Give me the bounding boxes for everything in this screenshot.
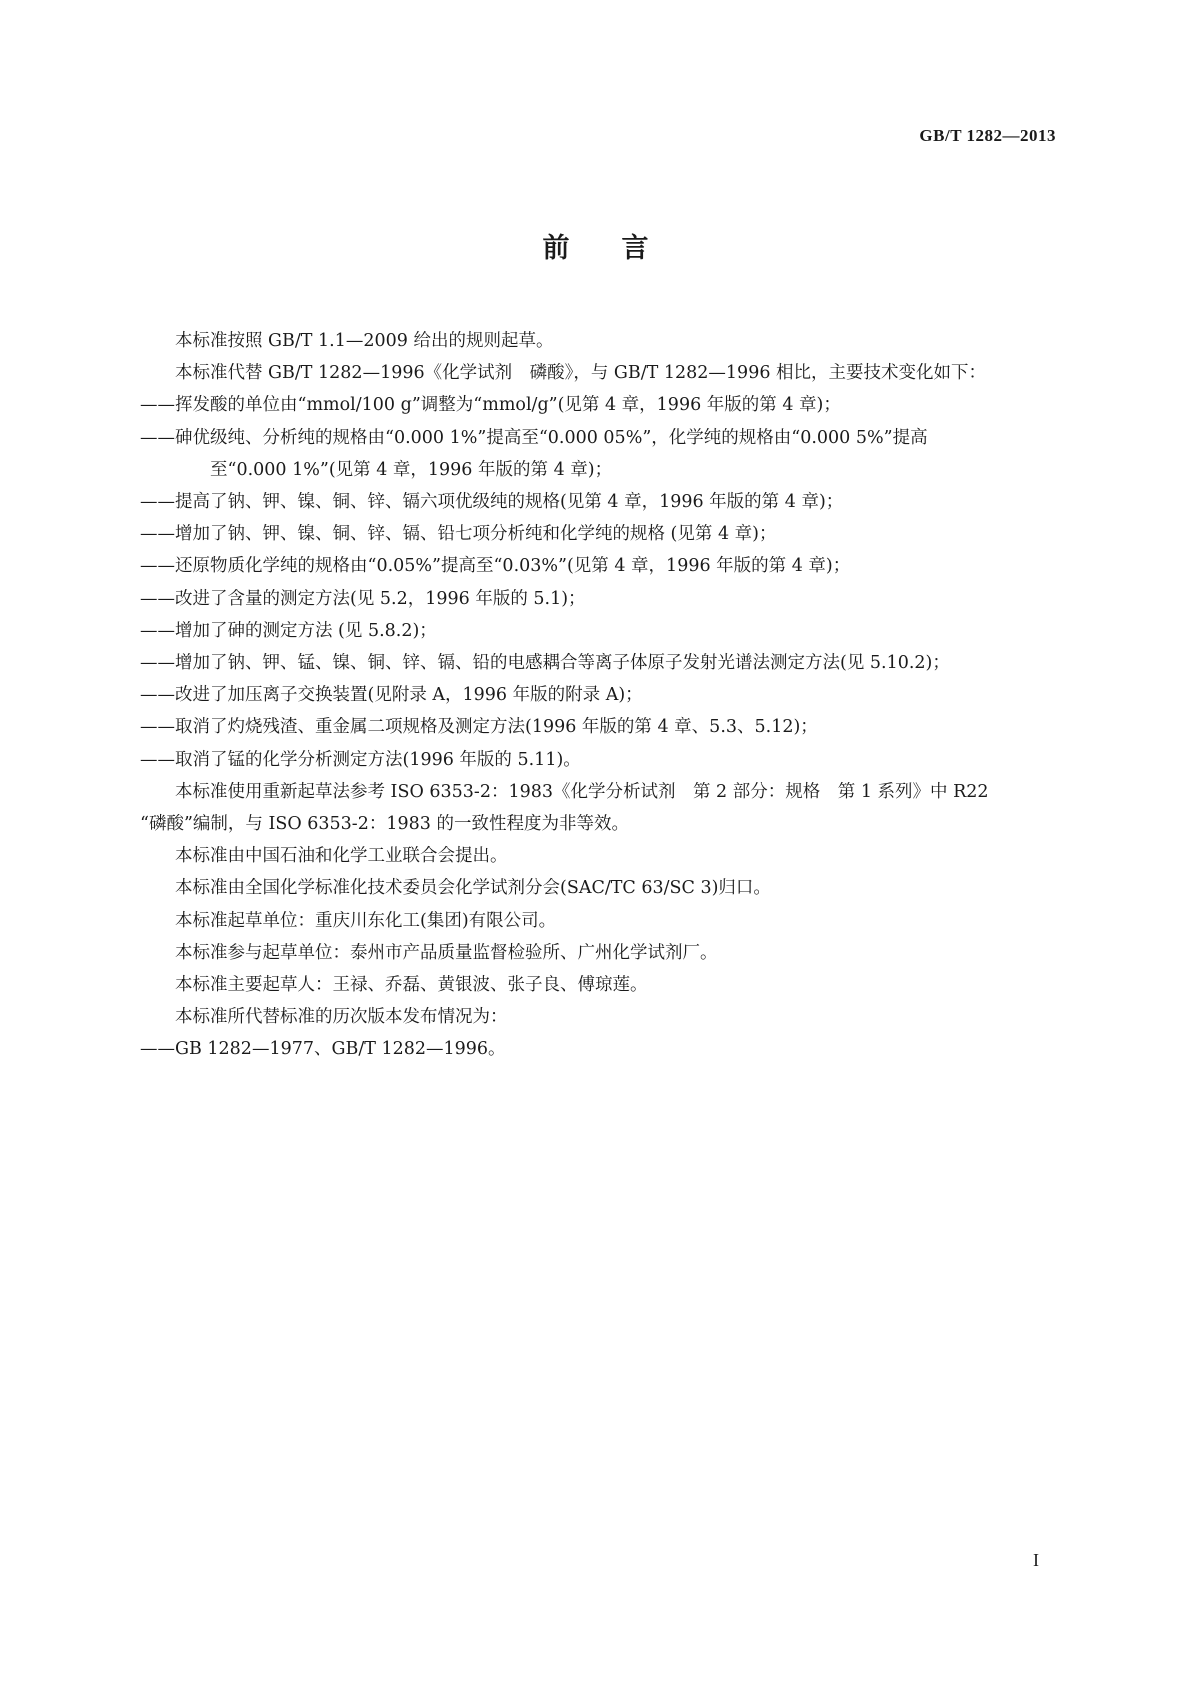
foreword-line: 本标准使用重新起草法参考 ISO 6353-2：1983《化学分析试剂 第 2 部分：规格 第 1 系列》中 R22 — [175, 781, 989, 802]
foreword-line: 本标准代替 GB/T 1282—1996《化学试剂 磷酸》，与 GB/T 1282—1996 相比，主要技术变化如下： — [175, 363, 987, 384]
foreword-line: 本标准起草单位：重庆川东化工(集团)有限公司。 — [175, 910, 557, 931]
foreword-line-continuation: “磷酸”编制，与 ISO 6353-2：1983 的一致性程度为非等效。 — [140, 814, 629, 835]
change-item: ——增加了钠、钾、锰、镍、铜、锌、镉、铅的电感耦合等离子体原子发射光谱法测定方法(见 5.10.2)； — [140, 653, 950, 674]
change-item: ——取消了锰的化学分析测定方法(1996 年版的 5.11)。 — [140, 749, 581, 770]
change-item: ——挥发酸的单位由“mmol/100 g”调整为“mmol/g”(见第 4 章，1996 年版的第 4 章)； — [140, 395, 841, 416]
change-item: ——GB 1282—1977、GB/T 1282—1996。 — [140, 1039, 506, 1060]
change-item: ——增加了砷的测定方法 (见 5.8.2)； — [140, 620, 437, 641]
foreword-line: 本标准所代替标准的历次版本发布情况为： — [175, 1007, 508, 1028]
foreword-line: 本标准按照 GB/T 1.1—2009 给出的规则起草。 — [175, 331, 554, 351]
change-item: ——还原物质化学纯的规格由“0.05%”提高至“0.03%”(见第 4 章，1996 年版的第 4 章)； — [140, 556, 851, 577]
change-item: ——改进了加压离子交换装置(见附录 A，1996 年版的附录 A)； — [140, 685, 643, 706]
standard-code: GB/T 1282—2013 — [919, 126, 1056, 145]
foreword-line: 本标准参与起草单位：泰州市产品质量监督检验所、广州化学试剂厂。 — [175, 942, 718, 963]
change-item: ——改进了含量的测定方法(见 5.2，1996 年版的 5.1)； — [140, 588, 586, 609]
change-item: ——提高了钠、钾、镍、铜、锌、镉六项优级纯的规格(见第 4 章，1996 年版的第 4 章)； — [140, 492, 844, 513]
foreword-line: 本标准由全国化学标准化技术委员会化学试剂分会(SAC/TC 63/SC 3)归口。 — [175, 878, 771, 899]
change-item: ——取消了灼烧残渣、重金属二项规格及测定方法(1996 年版的第 4 章、5.3、5.12)； — [140, 717, 818, 738]
foreword-line: 本标准主要起草人：王禄、乔磊、黄银波、张子良、傅琼莲。 — [175, 975, 648, 996]
page-number: I — [1033, 1550, 1039, 1570]
change-item: ——增加了钠、钾、镍、铜、锌、镉、铅七项分析纯和化学纯的规格 (见第 4 章)； — [140, 524, 777, 545]
page-title: 前言 — [542, 233, 701, 264]
change-item: ——砷优级纯、分析纯的规格由“0.000 1%”提高至“0.000 05%”，化学纯的规格由“0.000 5%”提高 — [140, 427, 928, 448]
foreword-body — [140, 325, 1055, 1066]
change-item-continuation: 至“0.000 1%”(见第 4 章，1996 年版的第 4 章)； — [210, 459, 613, 480]
foreword-line: 本标准由中国石油和化学工业联合会提出。 — [175, 846, 508, 867]
